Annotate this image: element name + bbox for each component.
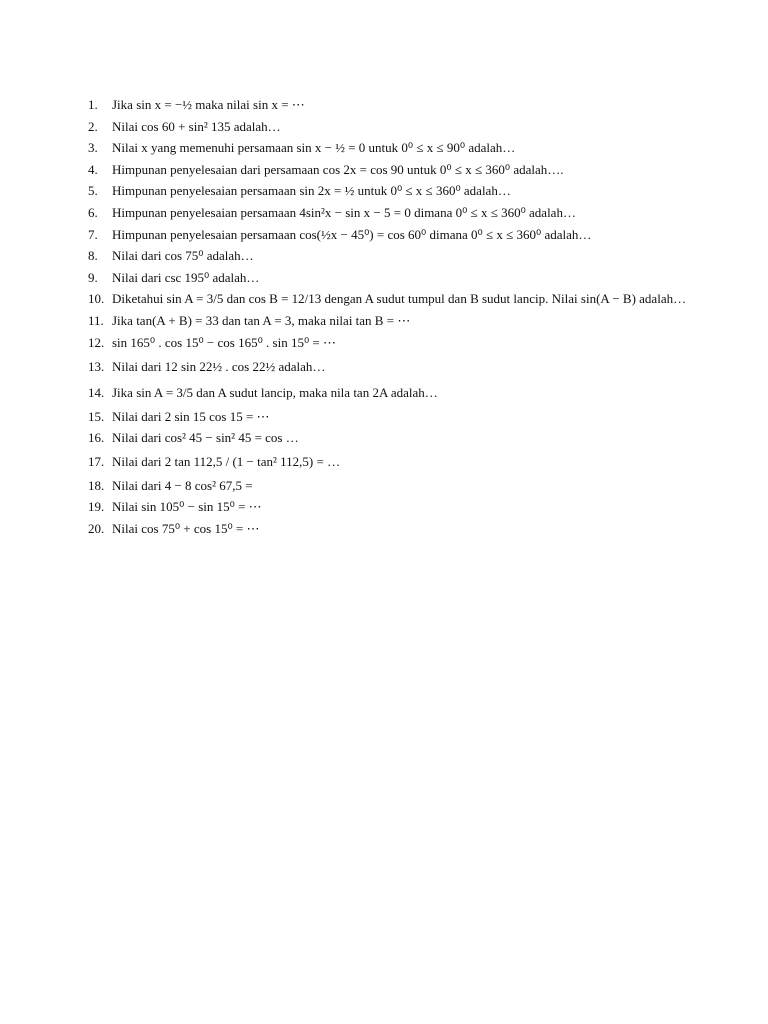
question-text: Nilai dari cos 75⁰ adalah… [112,248,254,264]
question-text: Nilai dari cos² 45 − sin² 45 = cos … [112,430,299,446]
list-item [88,427,688,449]
question-number: 10. [88,291,105,307]
list-item [88,518,688,540]
question-number: 19. [88,499,105,515]
question-number: 15. [88,408,105,424]
question-text: sin 165⁰ . cos 15⁰ − cos 165⁰ . sin 15⁰ = ⋯ [112,334,337,350]
question-text: Jika sin A = 3/5 dan A sudut lancip, maka nila tan 2A adalah… [112,384,438,400]
list-item [88,202,688,224]
list-item [88,496,688,518]
question-number: 11. [88,313,104,329]
question-number: 2. [88,118,98,134]
list-item [88,354,688,380]
question-text: Nilai sin 105⁰ − sin 15⁰ = ⋯ [112,499,262,515]
list-item [88,159,688,181]
question-text: Nilai dari 2 sin 15 cos 15 = ⋯ [112,408,270,424]
question-text: Nilai x yang memenuhi persamaan sin x − ½ = 0 untuk 0⁰ ≤ x ≤ 90⁰ adalah… [112,140,516,156]
question-number: 8. [88,248,98,264]
question-text: Nilai dari csc 195⁰ adalah… [112,269,260,285]
question-number: 6. [88,204,98,220]
question-text: Himpunan penyelesaian dari persamaan cos 2x = cos 90 untuk 0⁰ ≤ x ≤ 360⁰ adalah…. [112,161,564,177]
list-item [88,116,688,138]
question-text: Nilai dari 2 tan 112,5 / (1 − tan² 112,5) = … [112,453,341,469]
question-number: 3. [88,140,98,156]
question-text: Nilai cos 75⁰ + cos 15⁰ = ⋯ [112,520,260,536]
question-number: 20. [88,520,105,536]
question-number: 13. [88,358,105,374]
list-item [88,449,688,475]
question-number: 17. [88,453,105,469]
question-text: Himpunan penyelesaian persamaan 4sin²x − sin x − 5 = 0 dimana 0⁰ ≤ x ≤ 360⁰ adalah… [112,204,576,220]
list-item [88,380,688,406]
question-number: 14. [88,384,105,400]
list-item [88,94,688,116]
list-item [88,406,688,428]
question-number: 16. [88,430,105,446]
question-number: 12. [88,334,105,350]
question-number: 1. [88,97,98,112]
list-item [88,137,688,159]
question-number: 5. [88,183,98,199]
list-item [88,288,688,310]
question-number: 9. [88,269,98,285]
list-item [88,475,688,497]
list-item [88,332,688,354]
question-text: Himpunan penyelesaian persamaan sin 2x = ½ untuk 0⁰ ≤ x ≤ 360⁰ adalah… [112,183,511,199]
list-item [88,180,688,202]
list-item [88,224,688,246]
question-text: Nilai cos 60 + sin² 135 adalah… [112,118,281,134]
question-list [88,94,688,540]
question-text: Jika sin x = −½ maka nilai sin x = ⋯ [112,97,305,112]
list-item [88,267,688,289]
question-text: Diketahui sin A = 3/5 dan cos B = 12/13 dengan A sudut tumpul dan B sudut lancip. Nilai sin(A − B) adalah… [112,291,687,307]
question-text: Jika tan(A + B) = 33 dan tan A = 3, maka nilai tan B = ⋯ [112,313,411,329]
question-number: 4. [88,161,98,177]
question-number: 7. [88,226,98,242]
list-item [88,245,688,267]
question-text: Nilai dari 4 − 8 cos² 67,5 = [112,477,253,493]
question-text: Nilai dari 12 sin 22½ . cos 22½ adalah… [112,358,326,374]
list-item [88,310,688,332]
question-number: 18. [88,477,105,493]
question-text: Himpunan penyelesaian persamaan cos(½x − 45⁰) = cos 60⁰ dimana 0⁰ ≤ x ≤ 360⁰ adalah… [112,226,592,242]
